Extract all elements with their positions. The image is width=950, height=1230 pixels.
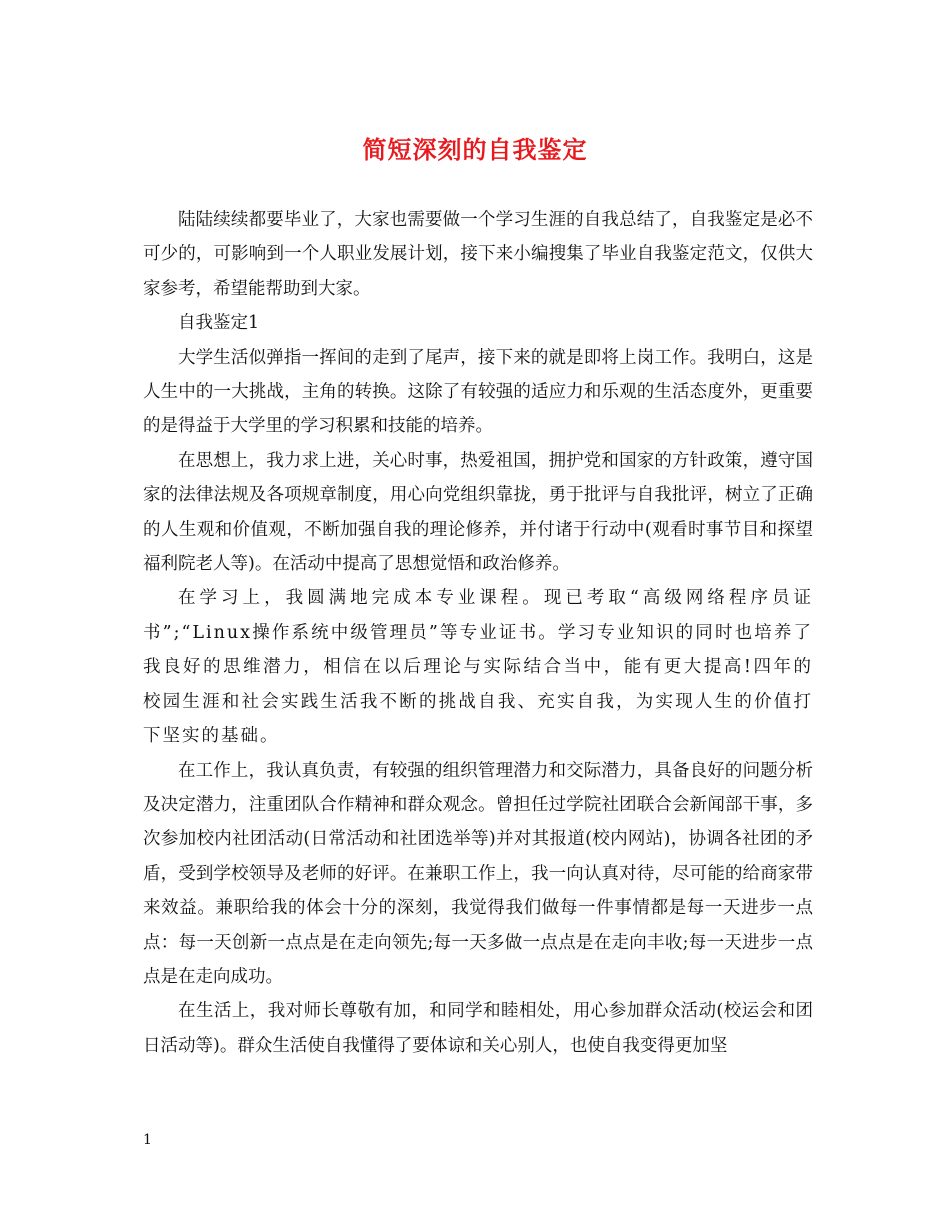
body-paragraph: 在思想上，我力求上进，关心时事，热爱祖国，拥护党和国家的方针政策，遵守国家的法律法规及各项规章制度，用心向党组织靠拢，勇于批评与自我批评，树立了正确的人生观和价值观，不断加强自我的理论修养，并付诸于行动中(观看时事节目和探望福利院老人等)。在活动中提高了思想觉悟和政治修养。 [143, 450, 813, 575]
intro-paragraph: 陆陆续续都要毕业了，大家也需要做一个学习生涯的自我总结了，自我鉴定是必不可少的，可影响到一个人职业发展计划，接下来小编搜集了毕业自我鉴定范文，仅供大家参考，希望能帮助到大家。 [143, 210, 813, 299]
page-number: 1 [143, 1132, 152, 1148]
document-body [143, 203, 813, 1063]
section-heading: 自我鉴定1 [178, 313, 260, 334]
body-paragraph: 在工作上，我认真负责，有较强的组织管理潜力和交际潜力，具备良好的问题分析及决定潜力，注重团队合作精神和群众观念。曾担任过学院社团联合会新闻部干事，多次参加校内社团活动(日常活动和社团选举等)并对其报道(校内网站)，协调各社团的矛盾，受到学校领导及老师的好评。在兼职工作上，我一向认真对待，尽可能的给商家带来效益。兼职给我的体会十分的深刻，我觉得我们做每一件事情都是每一天进步一点点：每一天创新一点点是在走向领先;每一天多做一点点是在走向丰收;每一天进步一点点是在走向成功。 [143, 760, 813, 987]
body-paragraph: 大学生活似弹指一挥间的走到了尾声，接下来的就是即将上岗工作。我明白，这是人生中的一大挑战，主角的转换。这除了有较强的适应力和乐观的生活态度外，更重要的是得益于大学里的学习积累和技能的培养。 [143, 347, 813, 437]
body-paragraph: 在生活上，我对师长尊敬有加，和同学和睦相处，用心参加群众活动(校运会和团日活动等)。群众生活使自我懂得了要体谅和关心别人，也使自我变得更加坚 [143, 1001, 813, 1056]
document-title: 简短深刻的自我鉴定 [362, 135, 588, 164]
body-paragraph: 在学习上，我圆满地完成本专业课程。现已考取“高级网络程序员证书”;“Linux操作系统中级管理员”等专业证书。学习专业知识的同时也培养了我良好的思维潜力，相信在以后理论与实际结合当中，能有更大提高!四年的校园生涯和社会实践生活我不断的挑战自我、充实自我，为实现人生的价值打下坚实的基础。 [143, 588, 813, 747]
